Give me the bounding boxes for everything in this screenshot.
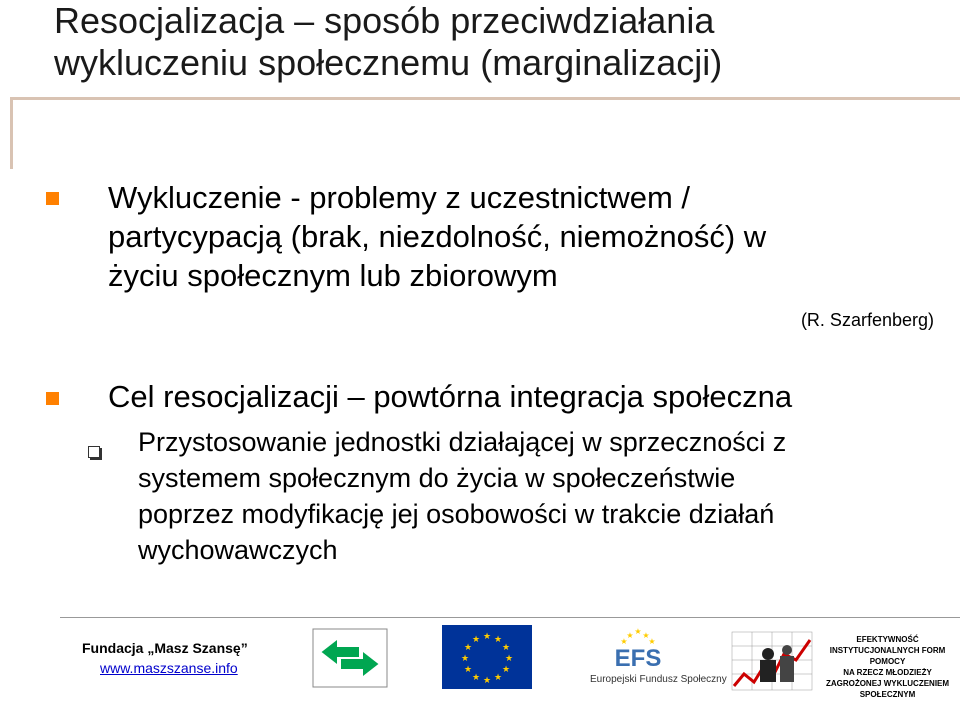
bullet-1-line-2: partycypacją (brak, niezdolność, niemożność) w — [108, 219, 767, 254]
foundation-name: Fundacja „Masz Szansę” — [82, 640, 248, 656]
svg-text:★: ★ — [626, 631, 634, 640]
citation: (R. Szarfenberg) — [800, 310, 934, 330]
title-line-2: wykluczeniu społecznemu (marginalizacji) — [54, 42, 723, 83]
footer-divider — [60, 617, 960, 618]
svg-text:★: ★ — [463, 643, 473, 653]
svg-text:★: ★ — [501, 643, 511, 653]
project-caption-line-1: EFEKTYWNOŚĆ — [856, 635, 919, 644]
sub-bullet-line-1: Przystosowanie jednostki działającej w sprzeczności z — [138, 427, 787, 457]
sub-bullet-line-2: systemem społecznym do życia w społeczeństwie — [138, 463, 736, 493]
foundation-link[interactable]: www.maszszanse.info — [100, 660, 238, 676]
efs-logo-icon — [598, 626, 688, 674]
sub-bullet-line-4: wychowawczych — [138, 535, 338, 565]
sub-bullet-line-3: poprzez modyfikację jej osobowości w trakcie działań — [138, 499, 775, 529]
svg-text:★: ★ — [463, 665, 473, 675]
svg-text:★: ★ — [642, 631, 650, 640]
title-divider — [10, 97, 960, 100]
svg-text:★: ★ — [648, 637, 656, 646]
efs-mark: EFS — [614, 645, 662, 672]
sub-bullet-text — [138, 424, 786, 568]
efs-caption: Europejski Fundusz Społeczny — [590, 674, 727, 685]
left-divider — [10, 97, 13, 169]
project-caption — [820, 634, 955, 700]
svg-text:★: ★ — [482, 632, 492, 642]
svg-text:★: ★ — [471, 635, 481, 645]
bullet-2-text — [108, 377, 792, 416]
slide-title — [54, 0, 934, 84]
svg-text:★: ★ — [634, 627, 642, 636]
project-caption-line-2: INSTYTUCJONALNYCH FORM POMOCY — [829, 646, 946, 666]
bullet-1-text — [108, 178, 766, 295]
exchange-arrows-icon — [312, 628, 388, 688]
svg-text:★: ★ — [501, 665, 511, 675]
svg-text:★: ★ — [620, 637, 628, 646]
title-line-1: Resocjalizacja – sposób przeciwdziałania — [54, 0, 715, 41]
checkbox-bullet-icon — [88, 446, 100, 458]
project-logo-icon — [730, 630, 814, 692]
svg-text:★: ★ — [471, 673, 481, 683]
bullet-square-icon — [46, 392, 59, 405]
bullet-2-line-1: Cel resocjalizacji – powtórna integracja społeczna — [108, 379, 793, 414]
bullet-1-line-1: Wykluczenie - problemy z uczestnictwem / — [108, 180, 691, 215]
svg-text:★: ★ — [460, 654, 470, 664]
svg-text:★: ★ — [493, 673, 503, 683]
project-caption-line-3: NA RZECZ MŁODZIEŻY — [843, 668, 932, 677]
svg-text:★: ★ — [482, 676, 492, 686]
bullet-1-line-3: życiu społecznym lub zbiorowym — [108, 258, 558, 293]
svg-text:★: ★ — [504, 654, 514, 664]
bullet-square-icon — [46, 192, 59, 205]
eu-flag-icon — [442, 625, 532, 689]
project-caption-line-4: ZAGROŻONEJ WYKLUCZENIEM SPOŁECZNYM — [825, 679, 950, 699]
svg-text:★: ★ — [493, 635, 503, 645]
